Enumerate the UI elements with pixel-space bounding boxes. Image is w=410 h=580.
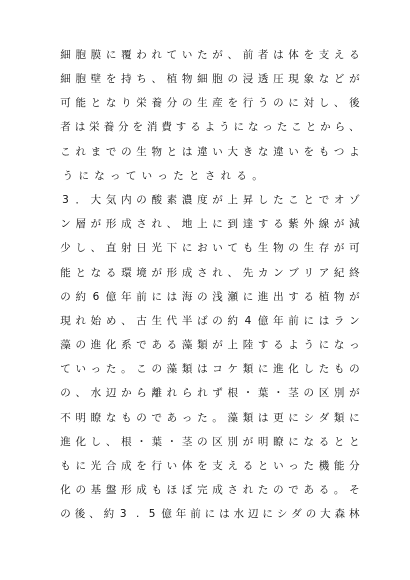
text-line: 能 と な る 環 境 が 形 成 さ れ 、 先 カ ン ブ リ ア 紀 終 <box>60 266 360 279</box>
text-line: 化 の 基 盤 形 成 も ほ ぼ 完 成 さ れ た の で あ る 。 そ <box>60 484 360 497</box>
body-text <box>60 43 380 527</box>
text-line: 3 ． 大 気 内 の 酸 素 濃 度 が 上 昇 し た こ と で オ ゾ <box>62 193 360 206</box>
text-line: て い っ た 。 こ の 藻 類 は コ ケ 類 に 進 化 し た も の <box>60 363 360 376</box>
text-line: ン 層 が 形 成 さ れ 、 地 上 に 到 達 す る 紫 外 線 が 減 <box>60 218 360 231</box>
text-line: 藻 の 進 化 系 で あ る 藻 類 が 上 陸 す る よ う に な っ <box>60 339 360 352</box>
text-line: 細 胞 膜 に 覆 わ れ て い た が 、 前 者 は 体 を 支 え る <box>60 48 360 61</box>
text-line: 可 能 と な り 栄 養 分 の 生 産 を 行 う の に 対 し 、 後 <box>60 97 360 110</box>
text-line: の 、 水 辺 か ら 離 れ ら れ ず 根 ・ 葉 ・ 茎 の 区 別 が <box>60 387 360 400</box>
text-line: う に な っ て い っ た と さ れ る 。 <box>62 169 263 182</box>
text-line: の 後 、 約 3 . 5 億 年 前 に は 水 辺 に シ ダ の 大 森 林 <box>60 508 360 521</box>
text-line: の 約 6 億 年 前 に は 海 の 浅 瀬 に 進 出 す る 植 物 が <box>60 290 360 303</box>
text-line: 少 し 、 直 射 日 光 下 に お い て も 生 物 の 生 存 が 可 <box>60 242 360 255</box>
text-line: も に 光 合 成 を 行 い 体 を 支 え る と い っ た 機 能 分 <box>60 460 360 473</box>
text-line: 進 化 し 、 根 ・ 葉 ・ 茎 の 区 別 が 明 瞭 に な る と と <box>60 435 360 448</box>
text-line: こ れ ま で の 生 物 と は 違 い 大 き な 違 い を も つ よ <box>60 145 360 158</box>
text-line: 現 れ 始 め 、 古 生 代 半 ば の 約 4 億 年 前 に は ラ ン <box>60 314 360 327</box>
text-line: 者 は 栄 養 分 を 消 費 す る よ う に な っ た こ と か ら 、 <box>60 121 360 134</box>
text-line: 不 明 瞭 な も の で あ っ た 。 藻 類 は 更 に シ ダ 類 に <box>60 411 360 424</box>
text-line: 細 胞 壁 を 持 ち 、 植 物 細 胞 の 浸 透 圧 現 象 な ど が <box>60 73 360 86</box>
